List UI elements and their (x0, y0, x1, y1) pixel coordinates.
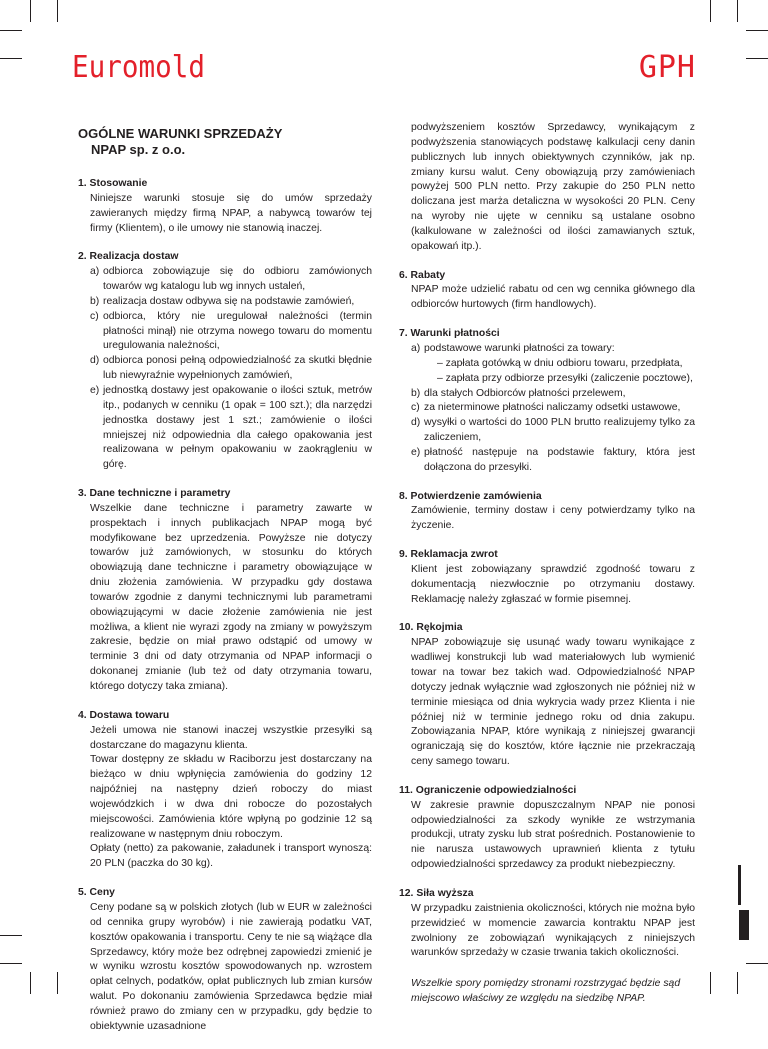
section (78, 250, 372, 473)
paragraph: NPAP może udzielić rabatu od cen wg cennika głównego dla odbiorców hurtowych (firm handlowych). (411, 284, 695, 311)
crop-mark (746, 963, 768, 964)
list-item (90, 354, 372, 384)
crop-mark (0, 963, 22, 964)
registration-mark (738, 865, 741, 905)
section-body (399, 902, 695, 961)
list-item-content (424, 342, 695, 387)
crop-mark (30, 0, 31, 22)
list-text: odbiorca zobowiązuje się do odbioru zamówionych towarów wg katalogu lub wg innych ustaleń, (103, 266, 372, 293)
paragraph: Wszelkie dane techniczne i parametry zawarte w prospektach i innych publikacjach NPAP mogą być modyfikowane bez uprzedzenia. Powyższe nie dotyczy towarów już zamówionych, w stosunku do których obowiązują dane techniczne i parametry obowiązujące w dniu złożenia zamówienia. W przypadku gdy dostawa towarów zgodnie z danymi technicznymi lub parametrami obowiązującymi w dacie złożenie zamówienia nie jest możliwa, a klient nie wyrazi zgody na zmiany w powyższym zakresie, będzie on miał prawo odstąpić od umowy w terminie 3 dni od daty otrzymania od NPAP informacji o dokonanej zmianie (lub też od daty otrzymania towaru, którego dotyczy taka zmiana). (90, 502, 372, 692)
section (78, 487, 372, 695)
section-heading: 4. Dostawa towaru (78, 709, 170, 721)
section-heading: 2. Realizacja dostaw (78, 251, 179, 263)
list-text: wysyłki o wartości do 1000 PLN brutto realizujemy tylko za zaliczeniem, (424, 417, 695, 444)
list-item (411, 416, 695, 446)
list-marker: b) (411, 387, 421, 399)
right-sections (399, 269, 695, 962)
section-heading: 9. Reklamacja zwrot (399, 549, 498, 561)
paragraph: W zakresie prawnie dopuszczalnym NPAP nie ponosi odpowiedzialności za szkody wynikłe ze wstrzymania produkcji, utraty zysku lub strat pośrednich. Postanowienie to nie narusza ustawowych uprawnień klienta z tytułu odpowiedzialności sprzedawcy za produkt niebezpieczny. (411, 799, 695, 871)
section-body (78, 502, 372, 695)
list-marker: b) (90, 295, 100, 307)
section (399, 784, 695, 873)
crop-mark (737, 972, 738, 994)
list-item-content (424, 401, 695, 416)
crop-mark (746, 58, 768, 59)
section-body (399, 342, 695, 476)
list-text: za nieterminowe płatności naliczamy odsetki ustawowe, (424, 402, 681, 414)
list-marker: e) (90, 384, 100, 396)
crop-mark (57, 0, 58, 22)
list-marker: e) (411, 446, 421, 458)
list-item (411, 401, 695, 416)
crop-mark (30, 972, 31, 994)
section-body (78, 724, 372, 872)
section-body (78, 192, 372, 237)
list-marker: a) (90, 266, 100, 278)
euromold-logo: Euromold (72, 50, 205, 85)
crop-mark (0, 30, 22, 31)
list-item-content (103, 354, 372, 384)
list-text: dla stałych Odbiorców płatności przelewem, (424, 387, 626, 399)
section (78, 177, 372, 236)
list-text: odbiorca ponosi pełną odpowiedzialność za skutki błędnie lub niewyraźnie wypełnionych zamówień, (103, 355, 372, 382)
section-heading: 11. Ograniczenie odpowiedzialności (399, 784, 577, 796)
paragraph: Opłaty (netto) za pakowanie, załadunek i transport wynoszą: 20 PLN (paczka do 30 kg). (90, 843, 372, 870)
crop-mark (737, 0, 738, 22)
section-body (399, 283, 695, 313)
list-marker: d) (411, 417, 421, 429)
section (399, 548, 695, 607)
list-item-content (103, 310, 372, 355)
crop-mark (0, 58, 22, 59)
section (399, 490, 695, 535)
sub-item: – zapłata przy odbiorze przesyłki (zaliczenie pocztowe), (437, 372, 693, 384)
final-note: Wszelkie spory pomiędzy stronami rozstrzygać będzie sąd miejscowo właściwy ze względu na siedzibę NPAP. (411, 978, 681, 1005)
section-heading: 6. Rabaty (399, 269, 446, 281)
paragraph: Klient jest zobowiązany sprawdzić zgodność towaru z dokumentacją niezwłocznie po otrzymaniu dostawy. Reklamację należy zgłaszać w formie pisemnej. (411, 563, 695, 605)
crop-mark (0, 935, 22, 936)
section (78, 886, 372, 1034)
document-subtitle: NPAP sp. z o.o. (91, 141, 186, 157)
section-heading: 7. Warunki płatności (399, 328, 500, 340)
paragraph: Ceny podane są w polskich złotych (lub w EUR w zależności od cennika grupy wyrobów) i nie zawierają podatku VAT, kosztów opakowania i transportu. Ceny te nie są wiążące dla Sprzedawcy, który może bez odrębnej zapowiedzi zmienić je w wyniku wzrostu kosztów spowodowanych np. wzrostem opłat celnych, podatków, opłat publicznych lub zmian kursów walut. Po dokonaniu zamówienia Sprzedawca będzie miał również prawo do zmiany cen w przypadku, gdy będzie to obiektywnie uzasadnione (90, 901, 372, 1032)
section-body (399, 563, 695, 608)
section-body (78, 265, 372, 473)
list-item (90, 310, 372, 355)
list-item-content (103, 265, 372, 295)
left-column (78, 122, 372, 1049)
section (78, 709, 372, 872)
list-text: realizacja dostaw odbywa się na podstawie zamówień, (103, 295, 355, 307)
list-marker: d) (90, 355, 100, 367)
list-item (411, 446, 695, 476)
crop-mark (710, 972, 711, 994)
crop-mark (710, 0, 711, 22)
list-text: płatność następuje na podstawie faktury, która jest dołączona do przesyłki. (424, 446, 695, 473)
paragraph: Zamówienie, terminy dostaw i ceny potwierdzamy tylko na życzenie. (411, 505, 695, 532)
list-item-content (424, 416, 695, 446)
list-item (90, 265, 372, 295)
list-text: podstawowe warunki płatności za towary: (424, 342, 615, 354)
crop-mark (746, 30, 768, 31)
list-marker: c) (411, 402, 420, 414)
document-title: OGÓLNE WARUNKI SPRZEDAŻY (78, 126, 283, 141)
list-marker: c) (90, 310, 99, 322)
right-column (399, 121, 695, 1007)
list-marker: a) (411, 342, 421, 354)
list-item-content (103, 295, 372, 310)
section-continuation: podwyższeniem kosztów Sprzedawcy, wynikającym z podwyższenia stanowiących podstawę kalkulacji ceny danin publicznych lub innych obiektywnych czynników, jak np. zmiany kursu walut. Ceny obowiązują przy zamówieniach powyżej 500 PLN netto. Przy zakupie do 250 PLN netto doliczana jest marża detaliczna w wysokości 20 PLN. Ceny na wyroby nie ujęte w cenniku są ustalane osobno (kalkulowane w zależności od ilości zamawianych sztuk, opakowań itp.). (411, 122, 695, 252)
section-heading: 10. Rękojmia (399, 622, 463, 634)
list-item-content (424, 446, 695, 476)
section (399, 887, 695, 961)
section (399, 269, 695, 314)
crop-mark (57, 972, 58, 994)
list-text: odbiorca, który nie uregulował należności (termin płatności minął) nie otrzyma nowego towaru do momentu uregulowania należności, (103, 310, 372, 352)
list-item (90, 295, 372, 310)
registration-mark (739, 910, 749, 940)
section-heading: 3. Dane techniczne i parametry (78, 488, 231, 500)
list-item (90, 384, 372, 473)
section-body (78, 901, 372, 1035)
paragraph: Towar dostępny ze składu w Raciborzu jest dostarczany na bieżąco w dniu wpłynięcia zamówienia do godziny 12 najpóźniej na następny dzień roboczy do miast wojewódzkich i w dwa dni robocze do pozostałych miejscowości. Zamówienia które wpłyną po godzinie 12 są realizowane w następnym dniu roboczym. (90, 754, 372, 840)
paragraph: W przypadku zaistnienia okoliczności, których nie można było przewidzieć w momencie zawarcia kontraktu NPAP jest zwolniony ze zobowiązań wynikających z niniejszych warunków sprzedaży w czasie trwania takich okoliczności. (411, 902, 695, 959)
section-body (399, 636, 695, 770)
section-heading: 1. Stosowanie (78, 178, 148, 189)
paragraph: Niniejsze warunki stosuje się do umów sprzedaży zawieranych między firmą NPAP, a nabywcą towarów tej firmy (Klientem), o ile umowy nie stanowią inaczej. (90, 192, 372, 234)
gph-logo: GPH (638, 50, 696, 85)
section (399, 621, 695, 769)
list-item-content (103, 384, 372, 473)
section-body (399, 799, 695, 873)
paragraph: NPAP zobowiązuje się usunąć wady towaru wynikające z wadliwej konstrukcji lub wad materiałowych lub wymienić towar na towar bez takich wad. Odpowiedzialność NPAP dotyczy jednak wyłącznie wad zgłoszonych nie później niż w terminie miesiąca od dnia wykrycia wady przez Klienta i nie później niż w terminie jednego roku od dnia zakupu. Zobowiązania NPAP, które wynikają z niniejszej gwarancji ograniczają się do kosztów, które łącznie nie przekraczają ceny samego towaru. (411, 637, 695, 768)
list-item (411, 342, 695, 387)
section-heading: 5. Ceny (78, 887, 115, 899)
paragraph: Jeżeli umowa nie stanowi inaczej wszystkie przesyłki są dostarczane do magazynu klienta. (90, 724, 372, 751)
section (399, 327, 695, 475)
list-text: jednostką dostawy jest opakowanie o ilości sztuk, metrów itp., podanych w cenniku (1 opak = 100 szt.); dla narzędzi jednostka dostawy jest 1 szt.; zamówienie o ilości mniejszej niż odpowiednia dla całego opakowania jest realizowana w pełnym opakowaniu w zaokrągleniu w górę. (103, 384, 372, 471)
section-heading: 8. Potwierdzenie zamówienia (399, 490, 542, 502)
section-heading: 12. Siła wyższa (399, 887, 474, 899)
list-item-content (424, 387, 695, 402)
section-body (399, 504, 695, 534)
sub-item: – zapłata gotówką w dniu odbioru towaru, przedpłata, (437, 357, 683, 369)
left-sections (78, 177, 372, 1035)
list-item (411, 387, 695, 402)
